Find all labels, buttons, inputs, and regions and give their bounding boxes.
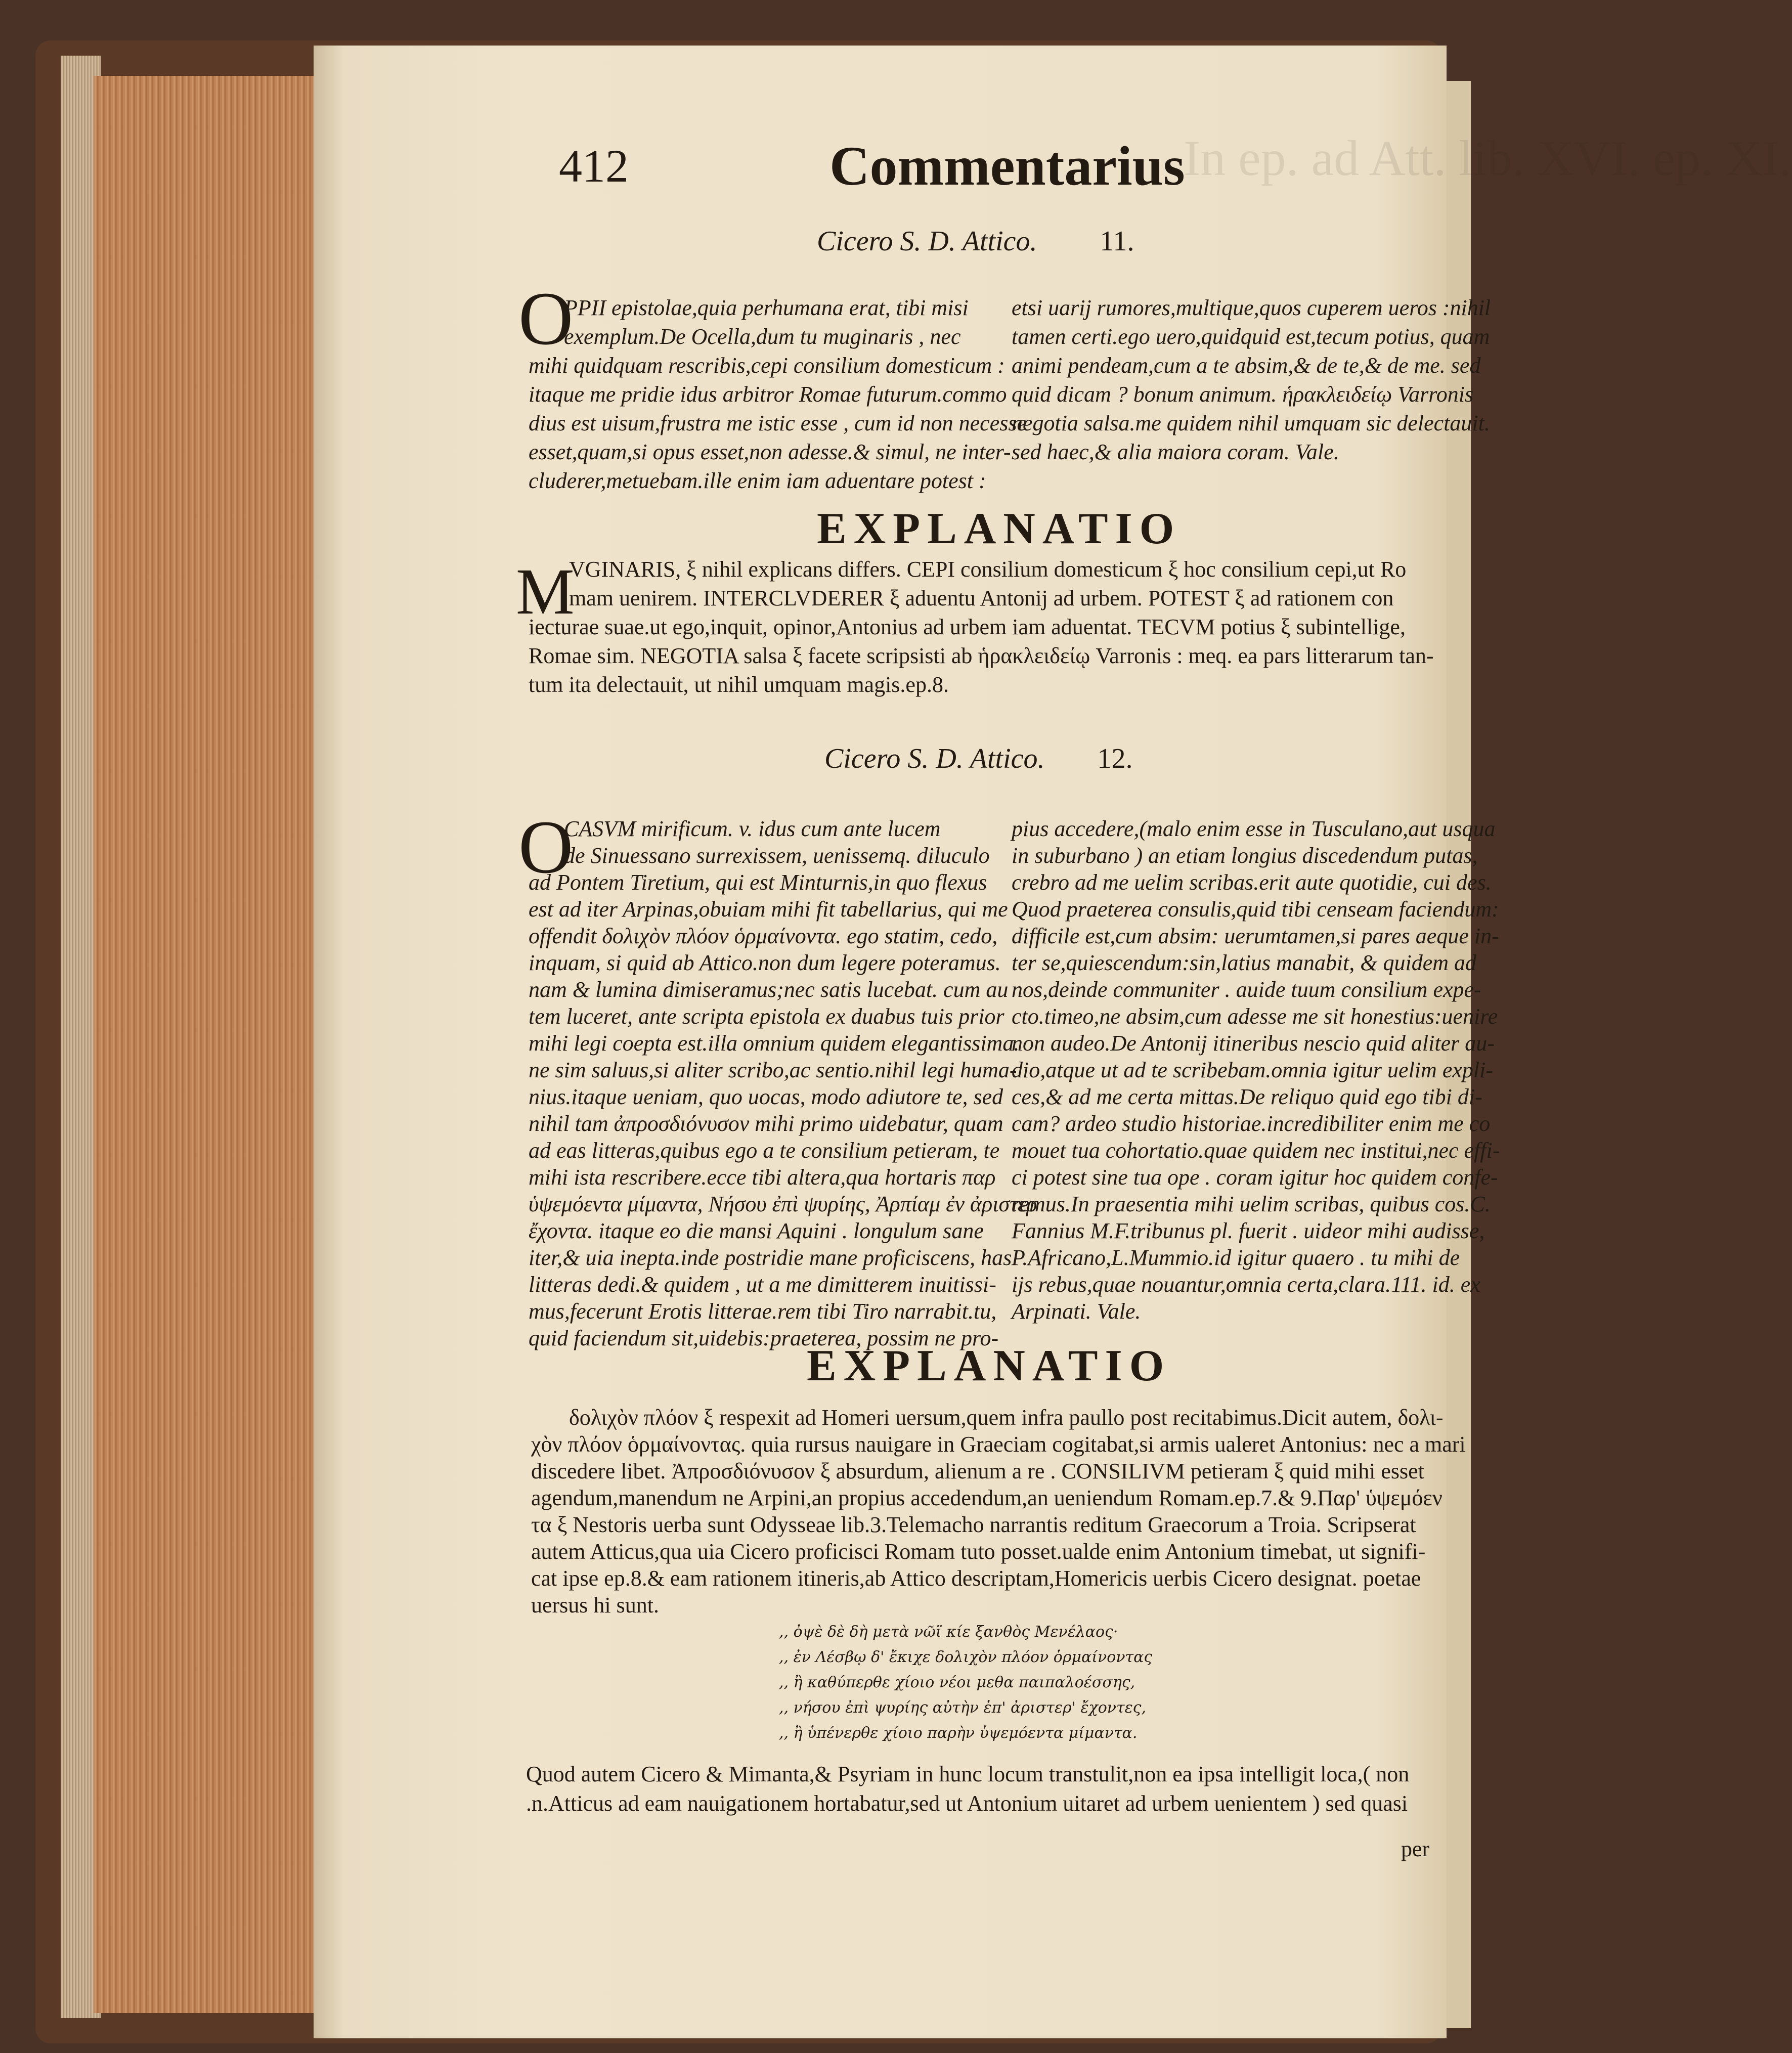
letter11-number: 11.: [1100, 226, 1134, 257]
letter-line: dio,atque ut ad te scribebam.omnia igitur uelim expli-: [1012, 1058, 1493, 1082]
greek-verse: ,, ἐν Λέσβῳ δ' ἔκιχε δολιχὸν πλόον ὁρμαίνοντας: [779, 1648, 1153, 1666]
explanatio-line: δολιχὸν πλόον ξ respexit ad Homeri uersum,quem infra paullo post recitabimus.Dicit autem, δολι-: [569, 1405, 1444, 1430]
letter-line: inquam, si quid ab Attico.non dum legere poteramus.: [529, 950, 1001, 975]
letter-line: ὑψεμόεντα μίμαντα, Νήσου ἐπὶ ψυρίης, Ἀρπίαμ ἐν ἀριστερ: [529, 1192, 1037, 1216]
letter-line: pius accedere,(malo enim esse in Tusculano,aut usqua: [1012, 816, 1496, 841]
letter12-number: 12.: [1097, 743, 1133, 774]
letter-line: nihil tam ἀπροσδιόνυσον mihi primo uidebatur, quam: [529, 1111, 1003, 1136]
page-number: 412: [559, 140, 629, 192]
catchword: per: [1401, 1837, 1430, 1861]
explanatio-line: χὸν πλόον ὁρμαίνοντας. quia rursus nauigare in Graeciam cogitabat,si armis ualeret Antonius: nec a mari: [531, 1432, 1466, 1457]
letter11-heading: [817, 225, 1134, 257]
letter12-heading: [824, 742, 1133, 775]
letter-line: de Sinuessano surrexissem, uenissemq. diluculo: [564, 843, 990, 868]
letter12-initial: O: [518, 805, 574, 889]
explanatio-line: iecturae suae.ut ego,inquit, opinor,Antonius ad urbem iam aduentat. TECVM potius ξ subintellige,: [529, 615, 1406, 639]
letter-line: mihi quidquam rescribis,cepi consilium domesticum :: [529, 353, 1005, 378]
letter-line: tamen certi.ego uero,quidquid est,tecum potius, quam: [1012, 324, 1490, 349]
letter-line: CASVM mirificum. v. idus cum ante lucem: [564, 816, 941, 841]
letter-line: cto.timeo,ne absim,cum adesse me sit honestius:uenire: [1012, 1004, 1498, 1029]
explanatio-line: .n.Atticus ad eam nauigationem hortabatur,sed ut Antonium uitaret ad urbem uenientem ) sed quasi: [526, 1791, 1408, 1816]
letter-line: negotia salsa.me quidem nihil umquam sic delectauit.: [1012, 411, 1490, 435]
fore-edge: [94, 76, 326, 2013]
letter-line: mihi ista rescribere.ecce tibi altera,qua hortaris παρ: [529, 1165, 996, 1190]
explanatio-line: tum ita delectauit, ut nihil umquam magis.ep.8.: [529, 672, 949, 697]
running-head: Commentarius: [829, 135, 1185, 197]
letter-line: ci potest sine tua ope . coram igitur hoc quidem confe-: [1012, 1165, 1498, 1190]
letter-line: P.Africano,L.Mummio.id igitur quaero . tu mihi de: [1012, 1245, 1460, 1270]
letter-line: ces,& ad me certa mittas.De reliquo quid ego tibi di-: [1012, 1084, 1482, 1109]
letter-line: ijs rebus,quae nouantur,omnia certa,clara.111. id. ex: [1012, 1272, 1480, 1297]
letter-line: non audeo.De Antonij itineribus nescio quid aliter au-: [1012, 1031, 1495, 1056]
greek-verse: ,, ἢ καθύπερθε χίοιο νέοι μεθα παιπαλοέσσης,: [779, 1674, 1135, 1691]
explanatio-line: τα ξ Nestoris uerba sunt Odysseae lib.3.Telemacho narrantis reditum Graecorum a Troia. Scripserat: [531, 1512, 1416, 1537]
explanatio-line: agendum,manendum ne Arpini,an propius accedendum,an ueniendum Romam.ep.7.& 9.Παρ' ὑψεμόεν: [531, 1486, 1443, 1510]
letter-line: nam & lumina dimiseramus;nec satis lucebat. cum au: [529, 977, 1009, 1002]
greek-verse: ,, ὀψὲ δὲ δὴ μετὰ νῶϊ κίε ξανθὸς Μενέλαος·: [779, 1623, 1118, 1641]
letter-line: etsi uarij rumores,multique,quos cuperem ueros :nihil: [1012, 295, 1491, 320]
letter-line: cam? ardeo studio historiae.incredibiliter enim me co: [1012, 1111, 1491, 1136]
letter-line: sed haec,& alia maiora coram. Vale.: [1012, 440, 1339, 464]
letter-line: mihi legi coepta est.illa omnium quidem elegantissima.: [529, 1031, 1020, 1056]
letter-line: ἔχοντα. itaque eo die mansi Aquini . longulum sane: [529, 1218, 984, 1243]
letter-line: quid faciendum sit,uidebis:praeterea, possim ne pro-: [529, 1326, 999, 1350]
letter-line: offendit δολιχὸν πλόον ὁρμαίνοντα. ego statim, cedo,: [529, 924, 998, 948]
explanatio2-title: EXPLANATIO: [807, 1341, 1171, 1390]
letter-line: mouet tua cohortatio.quae quidem nec institui,nec effi-: [1012, 1138, 1500, 1163]
letter11-heading-text: Cicero S. D. Attico.: [817, 226, 1037, 257]
letter-line: PPII epistolae,quia perhumana erat, tibi misi: [564, 295, 969, 320]
letter-line: dius est uisum,frustra me istic esse , cum id non necesse: [529, 411, 1027, 435]
greek-verse: ,, ἢ ὑπένερθε χίοιο παρὴν ὑψεμόεντα μίμαντα.: [779, 1724, 1138, 1742]
explanatio-line: autem Atticus,qua uia Cicero proficisci Romam tuto posset.ualde enim Antonium timebat, ut signifi-: [531, 1539, 1426, 1564]
letter-line: nius.itaque ueniam, quo uocas, modo adiutore te, sed: [529, 1084, 1003, 1109]
letter-line: animi pendeam,cum a te absim,& de te,& de me. sed: [1012, 353, 1481, 378]
book-page: [314, 46, 1792, 2038]
letter-line: tem luceret, ante scripta epistola ex duabus tuis prior: [529, 1004, 1004, 1029]
letter-line: difficile est,cum absim: uerumtamen,si pares aeque in-: [1012, 924, 1499, 948]
explanatio1-initial: M: [516, 555, 575, 628]
greek-verse: ,, νήσου ἐπὶ ψυρίης αὐτὴν ἐπ' ἀριστερ' ἔχοντες,: [779, 1699, 1147, 1717]
letter-line: remus.In praesentia mihi uelim scribas, quibus cos.C.: [1012, 1192, 1491, 1216]
letter-line: ne sim saluus,si aliter scribo,ac sentio.nihil legi huma-: [529, 1058, 1017, 1082]
explanatio-line: VGINARIS, ξ nihil explicans differs. CEPI consilium domesticum ξ hoc consilium cepi,ut Ro: [569, 557, 1407, 582]
letter-line: exemplum.De Ocella,dum tu muginaris , nec: [564, 324, 961, 349]
explanatio-line: cat ipse ep.8.& eam rationem itineris,ab Attico descriptam,Homericis uerbis Cicero designat. poetae: [531, 1566, 1421, 1591]
letter-line: Arpinati. Vale.: [1012, 1299, 1141, 1324]
letter-line: cluderer,metuebam.ille enim iam aduentare potest :: [529, 468, 986, 493]
letter-line: ter se,quiescendum:sin,latius manabit, & quidem ad: [1012, 950, 1477, 975]
explanatio-line: Romae sim. NEGOTIA salsa ξ facete scripsisti ab ἡρακλειδείῳ Varronis : meq. ea pars litterarum tan-: [529, 643, 1434, 668]
letter-line: litteras dedi.& quidem , ut a me dimitterem inuitissi-: [529, 1272, 996, 1297]
letter-line: ad Pontem Tiretium, qui est Minturnis,in quo flexus: [529, 870, 987, 895]
letter-line: itaque me pridie idus arbitror Romae futurum.commo: [529, 382, 1007, 407]
letter-line: in suburbano ) an etiam longius discedendum putas,: [1012, 843, 1478, 868]
letter-line: esset,quam,si opus esset,non adesse.& simul, ne inter-: [529, 440, 1011, 464]
letter12-heading-text: Cicero S. D. Attico.: [824, 743, 1045, 774]
explanatio-line: mam uenirem. INTERCLVDERER ξ aduentu Antonij ad urbem. POTEST ξ ad rationem con: [569, 586, 1394, 610]
letter-line: crebro ad me uelim scribas.erit aute quotidie, cui des.: [1012, 870, 1492, 895]
letter-line: ad eas litteras,quibus ego a te consilium petieram, te: [529, 1138, 1000, 1163]
letter-line: Fannius M.F.tribunus pl. fuerit . uideor mihi audisse,: [1012, 1218, 1485, 1243]
bleed-through-head: In ep. ad Att. lib. XVI. ep. XI.: [1184, 130, 1792, 186]
explanatio-line: discedere libet. Ἀπροσδιόνυσον ξ absurdum, alienum a re . CONSILIVM petieram ξ quid mihi esset: [531, 1459, 1424, 1483]
explanatio-line: Quod autem Cicero & Mimanta,& Psyriam in hunc locum transtulit,non ea ipsa intelligit loca,( non: [526, 1762, 1410, 1786]
letter-line: iter,& uia inepta.inde postridie mane proficiscens, has: [529, 1245, 1012, 1270]
letter-line: quid dicam ? bonum animum. ἡρακλειδείῳ Varronis: [1012, 382, 1474, 407]
letter-line: est ad iter Arpinas,obuiam mihi fit tabellarius, qui me: [529, 897, 1008, 922]
explanatio1-title: EXPLANATIO: [817, 504, 1182, 553]
letter11-initial: O: [518, 277, 574, 361]
letter-line: Quod praeterea consulis,quid tibi censeam faciendum:: [1012, 897, 1499, 922]
explanatio-line: uersus hi sunt.: [531, 1593, 659, 1618]
letter-line: mus,fecerunt Erotis litterae.rem tibi Tiro narrabit.tu,: [529, 1299, 997, 1324]
letter-line: nos,deinde communiter . auide tuum consilium expe-: [1012, 977, 1481, 1002]
